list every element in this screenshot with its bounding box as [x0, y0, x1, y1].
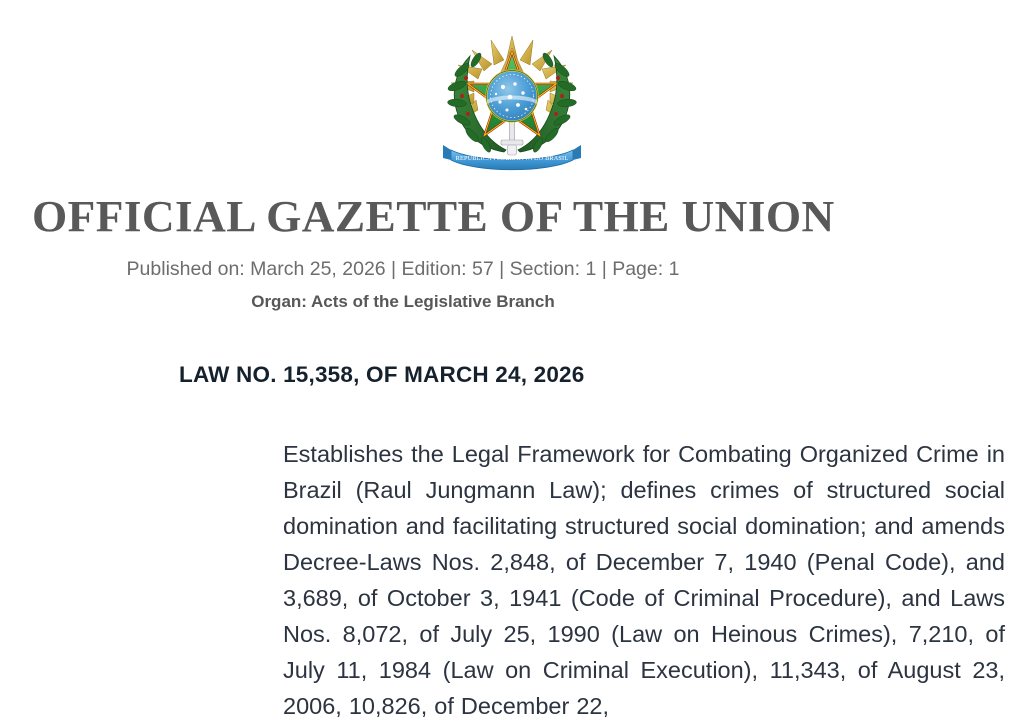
summary-paragraph: Establishes the Legal Framework for Combating Organized Crime in Brazil (Raul Jungmann Law); defines crimes of structured social domination and facilitating structured social domination; and amends Decree-Laws Nos. 2,848, of December 7, 1940 (Penal Code), and 3,689, of October 3, 1941 (Code of Criminal Procedure), and Laws Nos. 8,072, of July 25, 1990 (Law on Heinous Crimes), 7,210, of July 11, 1984 (Law on Criminal Execution), 11,343, of August 23, 2006, 10,826, of December 22,: [283, 441, 1005, 719]
brazil-coat-of-arms-icon: [437, 24, 587, 176]
summary-block: [283, 436, 1005, 724]
page-title: OFFICIAL GAZETTE OF THE UNION: [32, 192, 835, 241]
publication-metadata: Published on: March 25, 2026 | Edition: 57 | Section: 1 | Page: 1: [126, 258, 680, 280]
svg-text:REPUBLICA FEDERATIVA DO BRASIL: REPUBLICA FEDERATIVA DO BRASIL: [455, 155, 569, 162]
law-heading: LAW NO. 15,358, OF MARCH 24, 2026: [179, 362, 585, 387]
coat-of-arms-container: [0, 24, 1024, 176]
organ-label: Organ: Acts of the Legislative Branch: [251, 292, 555, 311]
celestial-globe: [487, 71, 538, 122]
